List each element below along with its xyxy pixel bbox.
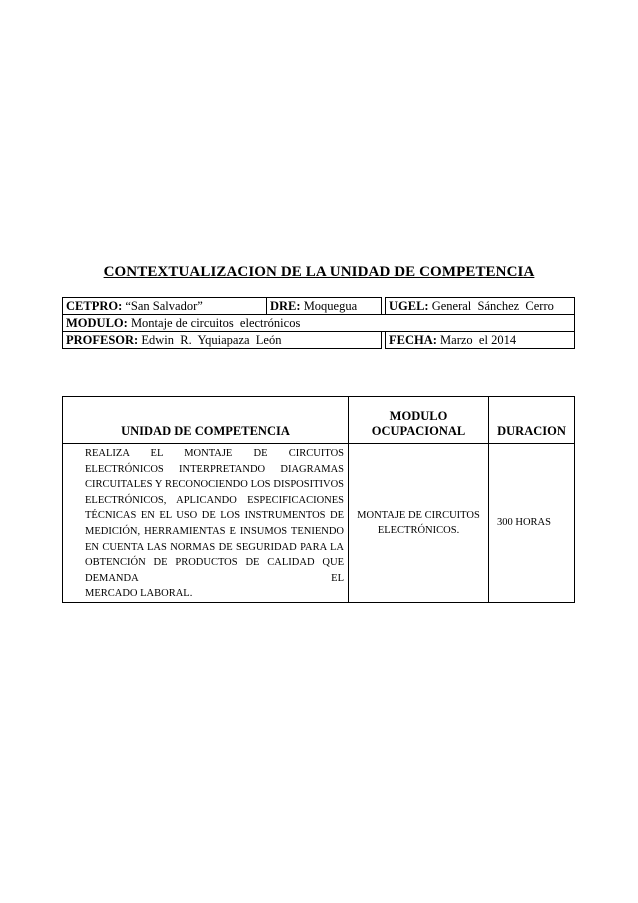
fecha-value: Marzo el 2014 xyxy=(440,332,517,347)
profesor-label: PROFESOR: xyxy=(66,332,139,347)
cetpro-value: “San Salvador” xyxy=(125,298,203,313)
unidad-text-last: MERCADO LABORAL. xyxy=(85,588,193,600)
cetpro-label: CETPRO: xyxy=(66,298,123,313)
profesor-value: Edwin R. Yquiapaza León xyxy=(141,332,282,347)
document-title: CONTEXTUALIZACION DE LA UNIDAD DE COMPETENCIA xyxy=(103,264,535,280)
modulo-cell xyxy=(63,315,575,332)
dre-label: DRE: xyxy=(270,298,301,313)
ugel-value: General Sánchez Cerro xyxy=(431,298,554,313)
dre-value: Moquegua xyxy=(303,298,358,313)
competencia-body-row xyxy=(63,444,575,603)
competencia-header-row xyxy=(63,397,575,444)
header-duracion: DURACION xyxy=(489,397,575,444)
fecha-label: FECHA: xyxy=(389,332,437,347)
modulo-ocupacional-text: MONTAJE DE CIRCUITOS ELECTRÓNICOS. xyxy=(349,444,489,603)
fecha-cell xyxy=(386,332,575,349)
info-row-cetpro xyxy=(63,298,575,315)
modulo-label: MODULO: xyxy=(66,315,128,330)
header-modulo: MODULO OCUPACIONAL xyxy=(349,397,489,444)
unidad-description xyxy=(63,444,349,603)
cetpro-cell xyxy=(63,298,267,315)
profesor-cell xyxy=(63,332,382,349)
ugel-cell xyxy=(386,298,575,315)
info-table xyxy=(62,297,575,349)
dre-cell xyxy=(267,298,382,315)
header-unidad: UNIDAD DE COMPETENCIA xyxy=(63,397,349,444)
competencia-table xyxy=(62,396,575,603)
info-row-modulo xyxy=(63,315,575,332)
ugel-label: UGEL: xyxy=(389,298,429,313)
duracion-text: 300 HORAS xyxy=(489,444,575,603)
info-row-profesor xyxy=(63,332,575,349)
unidad-text: REALIZA EL MONTAJE DE CIRCUITOS ELECTRÓNICOS INTERPRETANDO DIAGRAMAS CIRCUITALES Y RECONOCIENDO LOS DISPOSITIVOS ELECTRÓNICOS, APLICANDO ESPECIFICACIONES TÉCNICAS EN EL USO DE LOS INSTRUMENTOS DE MEDICIÓN, HERRAMIENTAS E INSUMOS TENIENDO EN CUENTA LAS NORMAS DE SEGURIDAD PARA LA OBTENCIÓN DE PRODUCTOS DE CALIDAD QUE DEMANDA EL xyxy=(85,448,344,584)
modulo-value: Montaje de circuitos electrónicos xyxy=(130,315,301,330)
